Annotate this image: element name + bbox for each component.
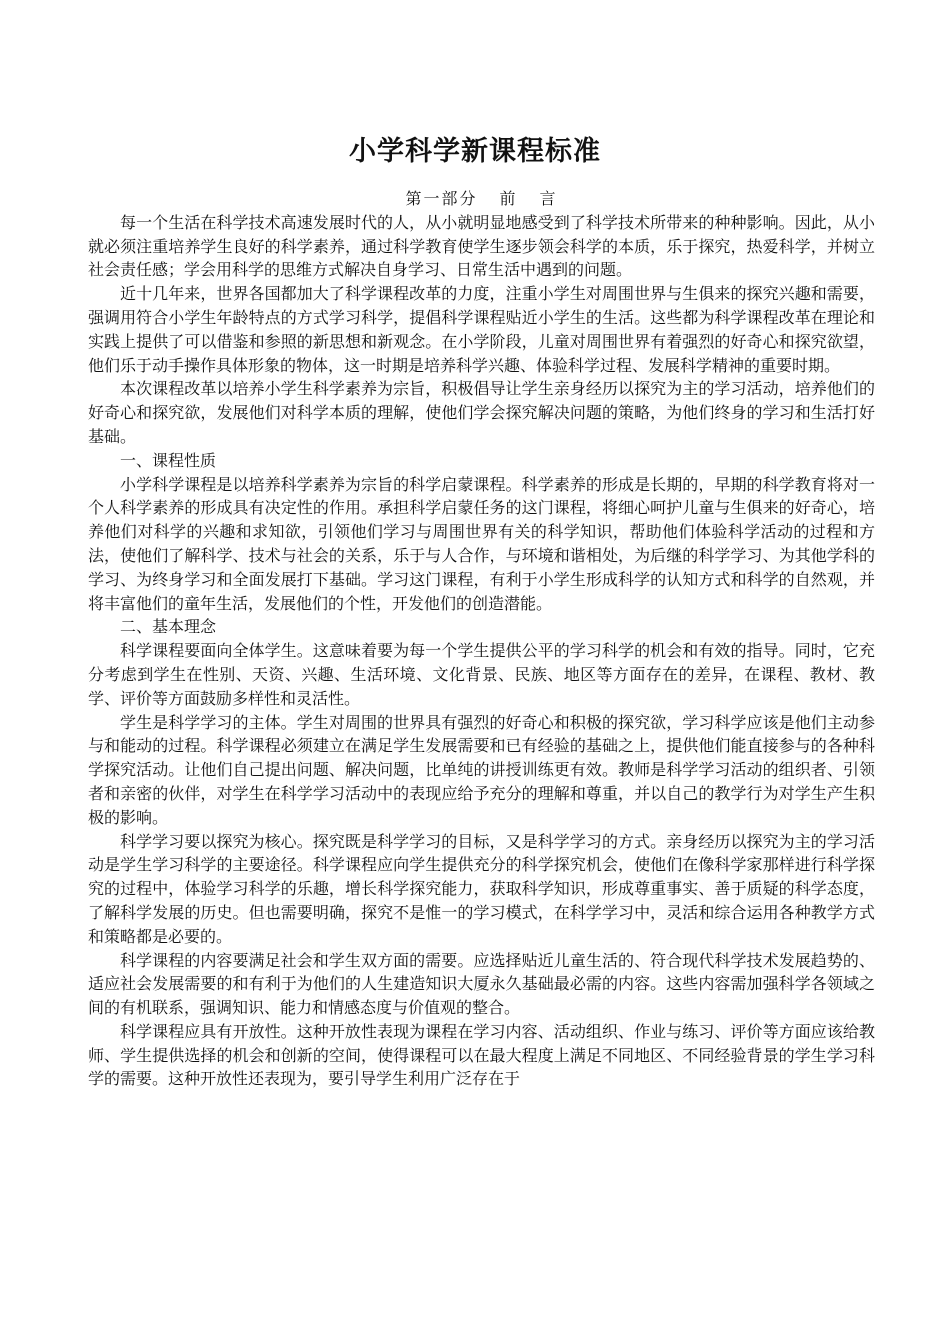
preface-paragraph: 本次课程改革以培养小学生科学素养为宗旨，积极倡导让学生亲身经历以探究为主的学习活动，培养他们的好奇心和探究欲，发展他们对科学本质的理解，使他们学会探究解决问题的策略，为他们终身的学习和生活打好基础。 <box>88 379 875 446</box>
section-heading-course-nature: 一、课程性质 <box>120 450 217 470</box>
basic-concepts-paragraph: 科学课程的内容要满足社会和学生双方面的需要。应选择贴近儿童生活的、符合现代科学技术发展趋势的、适应社会发展需要的和有利于为他们的人生建造知识大厦永久基础最必需的内容。这些内容需加强科学各领域之间的有机联系，强调知识、能力和情感态度与价值观的整合。 <box>88 950 875 1018</box>
preface-paragraph: 每一个生活在科学技术高速发展时代的人，从小就明显地感受到了科学技术所带来的种种影响。因此，从小就必须注重培养学生良好的科学素养，通过科学教育使学生逐步领会科学的本质，乐于探究，热爱科学，并树立社会责任感；学会用科学的思维方式解决自身学习、日常生活中遇到的问题。 <box>88 212 875 280</box>
basic-concepts-paragraph: 学生是科学学习的主体。学生对周围的世界具有强烈的好奇心和积极的探究欲，学习科学应该是他们主动参与和能动的过程。科学课程必须建立在满足学生发展需要和已有经验的基础之上，提供他们能直接参与的各种科学探究活动。让他们自己提出问题、解决问题，比单纯的讲授训练更有效。教师是科学学习活动的组织者、引领者和亲密的伙伴，对学生在科学学习活动中的表现应给予充分的理解和尊重，并以自己的教学行为对学生产生积极的影响。 <box>88 712 875 827</box>
course-nature-paragraph: 小学科学课程是以培养科学素养为宗旨的科学启蒙课程。科学素养的形成是长期的，早期的科学教育将对一个人科学素养的形成具有决定性的作用。承担科学启蒙任务的这门课程，将细心呵护儿童与生俱来的好奇心，培养他们对科学的兴趣和求知欲，引领他们学习与周围世界有关的科学知识，帮助他们体验科学活动的过程和方法，使他们了解科学、技术与社会的关系，乐于与人合作，与环境和谐相处，为后继的科学学习、为其他学科的学习、为终身学习和全面发展打下基础。学习这门课程，有利于小学生形成科学的认知方式和科学的自然观，并将丰富他们的童年生活，发展他们的个性，开发他们的创造潜能。 <box>88 474 875 613</box>
document-body <box>88 187 875 1091</box>
part-heading-part: 第一部分 <box>405 189 478 208</box>
part-heading <box>88 187 875 211</box>
basic-concepts-paragraph: 科学课程应具有开放性。这种开放性表现为课程在学习内容、活动组织、作业与练习、评价等方面应该给教师、学生提供选择的机会和创新的空间，使得课程可以在最大程度上满足不同地区、不同经验背景的学生学习科学的需要。这种开放性还表现为，要引导学生利用广泛存在于 <box>88 1021 875 1089</box>
preface-paragraph: 近十几年来，世界各国都加大了科学课程改革的力度，注重小学生对周围世界与生俱来的探究兴趣和需要，强调用符合小学生年龄特点的方式学习科学，提倡科学课程贴近小学生的生活。这些都为科学课程改革在理论和实践上提供了可以借鉴和参照的新思想和新观念。在小学阶段，儿童对周围世界有着强烈的好奇心和探究欲望，他们乐于动手操作具体形象的物体，这一时期是培养科学兴趣、体验科学过程、发展科学精神的重要时期。 <box>88 284 875 375</box>
section-heading-basic-concepts: 二、基本理念 <box>120 617 217 637</box>
document-title: 小学科学新课程标准 <box>349 136 601 167</box>
basic-concepts-paragraph: 科学学习要以探究为核心。探究既是科学学习的目标，又是科学学习的方式。亲身经历以探究为主的学习活动是学生学习科学的主要途径。科学课程应向学生提供充分的科学探究机会，使他们在像科学家那样进行科学探究的过程中，体验学习科学的乐趣，增长科学探究能力，获取科学知识，形成尊重事实、善于质疑的科学态度，了解科学发展的历史。但也需要明确，探究不是惟一的学习模式，在科学学习中，灵活和综合运用各种教学方式和策略都是必要的。 <box>88 831 875 946</box>
part-heading-word2: 言 <box>539 189 558 208</box>
part-heading-word1: 前 <box>499 189 518 208</box>
basic-concepts-paragraph: 科学课程要面向全体学生。这意味着要为每一个学生提供公平的学习科学的机会和有效的指导。同时，它充分考虑到学生在性别、天资、兴趣、生活环境、文化背景、民族、地区等方面存在的差异，在课程、教材、教学、评价等方面鼓励多样性和灵活性。 <box>88 641 875 708</box>
